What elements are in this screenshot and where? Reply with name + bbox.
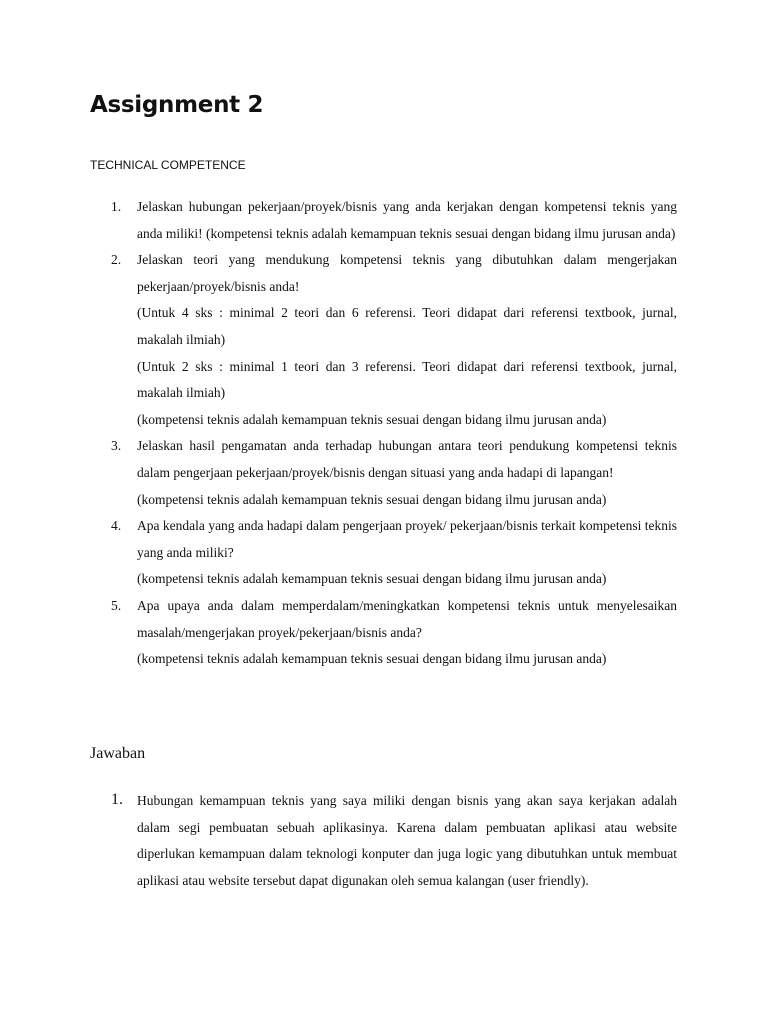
question-item-5 [111, 593, 677, 673]
question-note: (Untuk 4 sks : minimal 2 teori dan 6 referensi. Teori didapat dari referensi textbook, jurnal, makalah ilmiah) [137, 305, 677, 347]
question-note: (kompetensi teknis adalah kemampuan teknis sesuai dengan bidang ilmu jurusan anda) [137, 571, 607, 587]
question-text: Jelaskan hasil pengamatan anda terhadap hubungan antara teori pendukung kompetensi teknis dalam pengerjaan pekerjaan/proyek/bisnis dengan situasi yang anda hadapi di lapangan! [137, 438, 677, 480]
answer-text: Hubungan kemampuan teknis yang saya miliki dengan bisnis yang akan saya kerjakan adalah dalam segi pembuatan sebuah aplikasinya. Karena dalam pembuatan aplikasi atau website diperlukan kemampuan dalam teknologi konputer dan juga logic yang dibutuhkan untuk membuat aplikasi atau website tersebut dapat digunakan oleh semua kalangan (user friendly). [137, 793, 677, 888]
answers-heading: Jawaban [90, 745, 146, 762]
question-note: (kompetensi teknis adalah kemampuan teknis sesuai dengan bidang ilmu jurusan anda) [137, 651, 607, 667]
question-number: 5. [111, 597, 122, 613]
question-item-2 [111, 247, 677, 433]
question-number: 4. [111, 518, 122, 534]
document-title: Assignment 2 [90, 92, 264, 118]
question-text: Jelaskan hubungan pekerjaan/proyek/bisnis yang anda kerjakan dengan kompetensi teknis yang anda miliki! (kompetensi teknis adalah kemampuan teknis sesuai dengan bidang ilmu jurusan anda) [137, 199, 677, 241]
question-item-1 [111, 194, 677, 247]
section-heading: TECHNICAL COMPETENCE [90, 158, 246, 172]
question-text: Apa upaya anda dalam memperdalam/meningkatkan kompetensi teknis untuk menyelesaikan masalah/mengerjakan proyek/pekerjaan/bisnis anda? [137, 597, 677, 640]
answer-list [111, 788, 677, 894]
question-note: (kompetensi teknis adalah kemampuan teknis sesuai dengan bidang ilmu jurusan anda) [137, 411, 607, 427]
question-number: 3. [111, 438, 122, 454]
answer-item-1 [111, 788, 677, 894]
question-item-4 [111, 513, 677, 593]
question-text: Apa kendala yang anda hadapi dalam pengerjaan proyek/ pekerjaan/bisnis terkait kompetensi teknis yang anda miliki? [137, 518, 677, 560]
question-number: 1. [111, 199, 122, 214]
answer-number: 1. [111, 791, 123, 808]
question-number: 2. [111, 252, 122, 268]
question-note: (Untuk 2 sks : minimal 1 teori dan 3 referensi. Teori didapat dari referensi textbook, jurnal, makalah ilmiah) [137, 358, 677, 401]
question-note: (kompetensi teknis adalah kemampuan teknis sesuai dengan bidang ilmu jurusan anda) [137, 491, 607, 507]
question-list [111, 194, 677, 673]
question-text: Jelaskan teori yang mendukung kompetensi teknis yang dibutuhkan dalam mengerjakan pekerjaan/proyek/bisnis anda! [137, 252, 677, 294]
question-item-3 [111, 433, 677, 513]
